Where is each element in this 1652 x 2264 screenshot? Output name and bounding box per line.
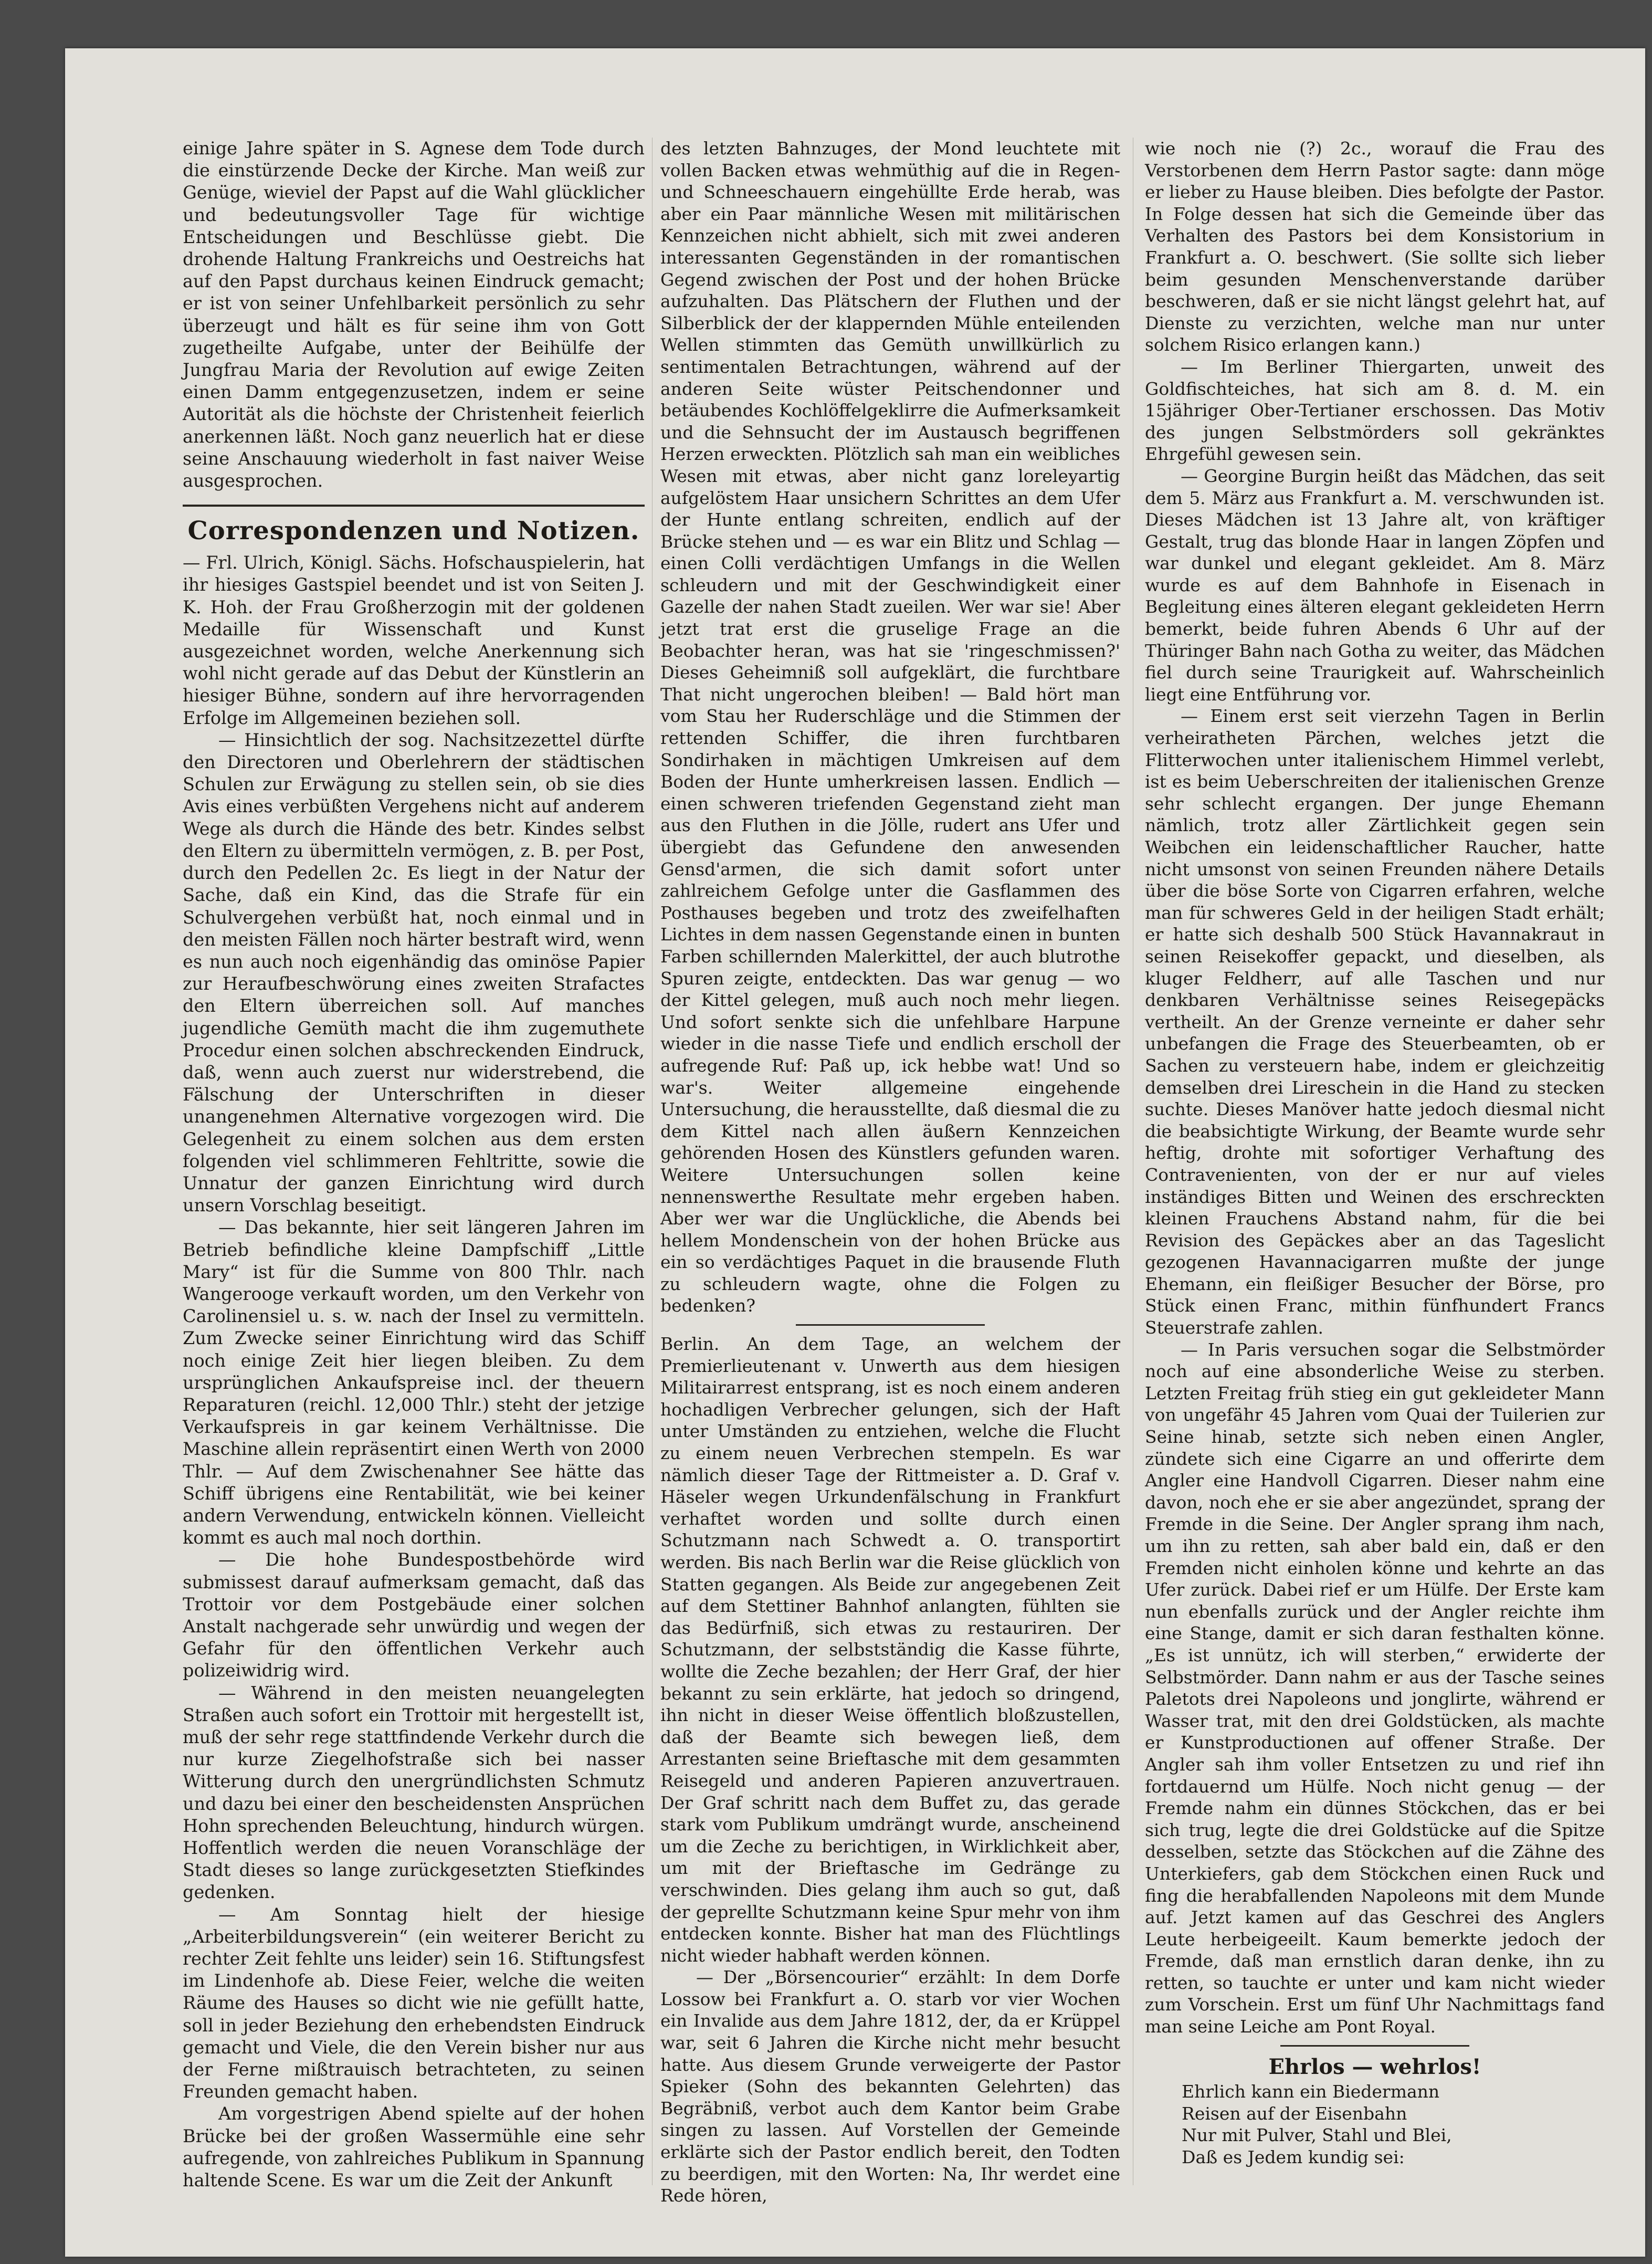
column-2 xyxy=(660,138,1120,2207)
article-paragraph: des letzten Bahnzuges, der Mond leuchtete mit vollen Backen etwas wehmüthig auf die in Regen- und Schneeschauern eingehüllte Erde herab, was aber ein Paar männliche Wesen mit militärischen Kennzeichen nicht abhielt, sich mit zwei anderen interessanten Gegenständen in der romantischen Gegend zwischen der Post und der hohen Brücke aufzuhalten. Das Plätschern der Fluthen und der Silberblick der der klappernden Mühle enteilenden Wellen stimmten das Gemüth unwillkürlich zu sentimentalen Betrachtungen, während auf der anderen Seite wüster Peitschendonner und betäubendes Kochlöffelgeklirre die Aufmerksamkeit und die Sehnsucht der im Austausch begriffenen Herzen erweckten. Plötzlich sah man ein weibliches Wesen mit etwas, aber nicht ganz loreleyartig aufgelöstem Haar unsichern Schrittes an dem Ufer der Hunte entlang schreiten, endlich auf der Brücke stehen und — es war ein Blitz und Schlag — einen Colli verdächtigen Umfangs in die Wellen schleudern und mit der Geschwindigkeit einer Gazelle der nahen Stadt zueilen. Wer war sie! Aber jetzt trat erst die gruselige Frage an die Beobachter heran, was hat sie 'ringeschmissen?' Dieses Geheimniß soll aufgeklärt, die furchtbare That nicht ungerochen bleiben! — Bald hört man vom Stau her Ruderschläge und die Stimmen der rettenden Schiffer, die ihren furchtbaren Sondirhaken in mächtigen Umkreisen auf dem Boden der Hunte umherkreisen lassen. Endlich — einen schweren triefenden Gegenstand zieht man aus den Fluthen in die Jölle, rudert ans Ufer und übergiebt das Gefundene den anwesenden Gensd'armen, die sich damit sofort unter zahlreichem Gefolge unter die Gasflammen des Posthauses begeben und trotz des zweifelhaften Lichtes in dem nassen Gegenstande einen in bunten Farben schillernden Malerkittel, der auch blutrothe Spuren zeigte, entdeckten. Das war genug — wo der Kittel gelegen, muß auch noch mehr liegen. Und sofort senkte sich die unfehlbare Harpune wieder in die nasse Tiefe und endlich erscholl der aufregende Ruf: Paß up, ick hebbe wat! Und so war's. Weiter allgemeine eingehende Untersuchung, die herausstellte, daß diesmal die zu dem Kittel nach allen äußern Kennzeichen gehörenden Hosen des Künstlers gefunden waren. Weitere Untersuchungen sollen keine nennenswerthe Resultate mehr ergeben haben. Aber wer war die Unglückliche, die Abends bei hellem Mondenschein von der hohen Brücke aus ein so verdächtiges Paquet in die brausende Fluth zu schleudern wagte, ohne die Folgen zu bedenken? xyxy=(660,138,1120,1316)
column-1 xyxy=(183,138,645,2192)
article-divider xyxy=(1280,2045,1469,2047)
article-paragraph: — Das bekannte, hier seit längeren Jahren im Betrieb befindliche kleine Dampfschiff „Little Mary“ ist für die Summe von 800 Thlr. nach Wangerooge verkauft worden, um den Verkehr von Carolinensiel u. s. w. nach der Insel zu vermitteln. Zum Zwecke seiner Einrichtung wird das Schiff noch einige Zeit hier liegen bleiben. Zu dem ursprünglichen Ankaufspreise incl. der theuern Reparaturen (reichl. 12,000 Thlr.) steht der jetzige Verkaufspreis in gar keinem Verhältnisse. Die Maschine allein repräsentirt einen Werth von 2000 Thlr. — Auf dem Zwischenahner See hätte das Schiff übrigens eine Rentabilität, wie bei keiner andern Verwendung, entwickeln können. Vielleicht kommt es auch mal noch dorthin. xyxy=(183,1217,645,1548)
article-paragraph: — Frl. Ulrich, Königl. Sächs. Hofschauspielerin, hat ihr hiesiges Gastspiel beendet und ist von Seiten J. K. Hoh. der Frau Großherzogin mit der goldenen Medaille für Wissenschaft und Kunst ausgezeichnet worden, welche Anerkennung sich wohl nicht gerade auf das Debut der Künstlerin an hiesiger Bühne, sondern auf ihre hervorragenden Erfolge im Allgemeinen beziehen soll. xyxy=(183,552,645,728)
article-paragraph: — Am Sonntag hielt der hiesige „Arbeiterbildungsverein“ (ein weiterer Bericht zu rechter Zeit fehlte uns leider) sein 16. Stiftungsfest im Lindenhofe ab. Diese Feier, welche die weiten Räume des Hauses so dicht wie nie gefüllt hatte, soll in jeder Beziehung den erhebendsten Eindruck gemacht und Viele, die den Verein bisher nur aus der Ferne mißtrauisch betrachteten, zu seinen Freunden gemacht haben. xyxy=(183,1904,645,2102)
section-divider xyxy=(183,505,645,507)
poem-line: Reisen auf der Eisenbahn xyxy=(1182,2103,1407,2124)
article-paragraph: einige Jahre später in S. Agnese dem Tode durch die einstürzende Decke der Kirche. Man weiß zur Genüge, wieviel der Papst auf die Wahl glücklicher und bedeutungsvoller Tage für wichtige Entscheidungen und Beschlüsse giebt. Die drohende Haltung Frankreichs und Oestreichs hat auf den Papst durchaus keinen Eindruck gemacht; er ist von seiner Unfehlbarkeit persönlich zu sehr überzeugt und hält es für seine ihm von Gott zugetheilte Aufgabe, unter der Beihülfe der Jungfrau Maria der Revolution auf ewige Zeiten einen Damm entgegenzusetzen, indem er seine Autorität als die höchste der Christenheit feierlich anerkennen läßt. Noch ganz neuerlich hat er diese seine Anschauung wiederholt in fast naiver Weise ausgesprochen. xyxy=(183,138,645,491)
newspaper-page xyxy=(65,48,1645,2257)
article-paragraph: — Einem erst seit vierzehn Tagen in Berlin verheiratheten Pärchen, welches jetzt die Flitterwochen unter italienischem Himmel verlebt, ist es beim Ueberschreiten der italienischen Grenze sehr schlecht ergangen. Der junge Ehemann nämlich, trotz aller Zärtlichkeit gegen sein Weibchen ein leidenschaftlicher Raucher, hatte nicht umsonst von seinen Freunden nähere Details über die böse Sorte von Cigarren erfahren, welche man für schweres Geld in der heiligen Stadt erhält; er hatte sich deshalb 500 Stück Havannakraut in seinen Reisekoffer gepackt, und dieselben, als kluger Feldherr, auf alle Taschen und nur denkbaren Verhältnisse seines Reisegepäcks vertheilt. An der Grenze verneinte er daher sehr unbefangen die Frage des Steuerbeamten, ob er Sachen zu versteuern habe, indem er gleichzeitig demselben drei Lireschein in die Hand zu stecken suchte. Dieses Manöver hatte jedoch diesmal nicht die beabsichtigte Wirkung, der Beamte wurde sehr heftig, drohte mit sofortiger Verhaftung des Contravenienten, von der er nur auf vieles inständiges Bitten und Weinen des erschreckten kleinen Frauchens Abstand nahm, für die bei Revision des Gepäckes aber an das Tageslicht gezogenen Havannacigarren mußte der junge Ehemann, ein fleißiger Besucher der Börse, pro Stück einen Franc, mithin fünfhundert Francs Steuerstrafe zahlen. xyxy=(1145,706,1605,1338)
article-paragraph: — Georgine Burgin heißt das Mädchen, das seit dem 5. März aus Frankfurt a. M. verschwunden ist. Dieses Mädchen ist 13 Jahre alt, von kräftiger Gestalt, trug das blonde Haar in langen Zöpfen und war dunkel und elegant gekleidet. Am 8. März wurde es auf dem Bahnhofe in Eisenach in Begleitung eines älteren elegant gekleideten Herrn bemerkt, beide fuhren Abends 6 Uhr auf der Thüringer Bahn nach Gotha zu weiter, das Mädchen fiel durch seine Traurigkeit auf. Wahrscheinlich liegt eine Entführung vor. xyxy=(1145,465,1605,705)
article-divider xyxy=(796,1324,985,1326)
article-paragraph: — Die hohe Bundespostbehörde wird submissest darauf aufmerksam gemacht, daß das Trottoir vor dem Postgebäude einer solchen Anstalt nachgerade sehr unwürdig und wegen der Gefahr für den öffentlichen Verkehr auch polizeiwidrig wird. xyxy=(183,1549,645,1681)
poem-line: Daß es Jedem kundig sei: xyxy=(1182,2147,1405,2168)
article-paragraph: — Während in den meisten neuangelegten Straßen auch sofort ein Trottoir mit hergestellt ist, muß der sehr rege stattfindende Verkehr durch die nur kurze Ziegelhofstraße sich bei nasser Witterung durch den unergründlichsten Schmutz und dazu bei einer den bescheidensten Ansprüchen Hohn sprechenden Beleuchtung, hindurch würgen. Hoffentlich werden die neuen Voranschläge der Stadt dieses so lange zurückgesetzten Stiefkindes gedenken. xyxy=(183,1682,645,1903)
article-paragraph: — Hinsichtlich der sog. Nachsitzezettel dürfte den Directoren und Oberlehrern der städtischen Schulen zur Erwägung zu stellen sein, ob sie dies Avis eines verbüßten Vergehens nicht auf anderem Wege als durch die Hände des betr. Kindes selbst den Eltern zu übermitteln vermögen, z. B. per Post, durch den Pedellen 2c. Es liegt in der Natur der Sache, daß ein Kind, das die Strafe für ein Schulvergehen verbüßt hat, noch einmal und in den meisten Fällen noch härter bestraft wird, wenn es nun auch noch eigenhändig das ominöse Papier zur Heraufbeschwörung eines zweiten Strafactes den Eltern überreichen soll. Auf manches jugendliche Gemüth macht die ihm zugemuthete Procedur einen solchen abschreckenden Eindruck, daß, wenn auch zuerst nur widerstrebend, die Fälschung der Unterschriften in dieser unangenehmen Alternative vorgezogen wird. Die Gelegenheit zu einem solchen aus dem ersten folgenden viel schlimmeren Fehltritte, sowie die Unnatur der ganzen Einrichtung wird durch unsern Vorschlag beseitigt. xyxy=(183,729,645,1216)
article-paragraph: Berlin. An dem Tage, an welchem der Premierlieutenant v. Unwerth aus dem hiesigen Militairarrest entsprang, ist es noch einem anderen hochadligen Verbrecher gelungen, sich der Haft unter Umständen zu entziehen, welche die Flucht zu einem neuen Verbrechen stempeln. Es war nämlich dieser Tage der Rittmeister a. D. Graf v. Häseler wegen Urkundenfälschung in Frankfurt verhaftet worden und sollte durch einen Schutzmann nach Schwedt a. O. transportirt werden. Bis nach Berlin war die Reise glücklich von Statten gegangen. Als Beide zur angegebenen Zeit auf dem Stettiner Bahnhof anlangten, fühlten sie das Bedürfniß, sich etwas zu restauriren. Der Schutzmann, der selbstständig die Kasse führte, wollte die Zeche bezahlen; der Herr Graf, der hier bekannt zu sein erklärte, hat jedoch so dringend, ihn nicht in dieser Weise öffentlich bloßzustellen, daß der Beamte sich bewegen ließ, dem Arrestanten seine Brieftasche mit dem gesammten Reisegeld und anderen Papieren anzuvertrauen. Der Graf schritt nach dem Buffet zu, das gerade stark vom Publikum umdrängt wurde, anscheinend um die Zeche zu berichtigen, in Wirklichkeit aber, um mit der Brieftasche im Gedränge zu verschwinden. Dies gelang ihm auch so gut, daß der geprellte Schutzmann keine Spur mehr von ihm entdecken konnte. Bisher hat man des Flüchtlings nicht wieder habhaft werden können. xyxy=(660,1334,1120,1966)
article-paragraph: — Im Berliner Thiergarten, unweit des Goldfischteiches, hat sich am 8. d. M. ein 15jähriger Ober-Tertianer erschossen. Das Motiv des jungen Selbstmörders soll gekränktes Ehrgefühl gewesen sein. xyxy=(1145,356,1605,465)
article-paragraph: — Der „Börsencourier“ erzählt: In dem Dorfe Lossow bei Frankfurt a. O. starb vor vier Wochen ein Invalide aus dem Jahre 1812, der, da er Krüppel war, seit 6 Jahren die Kirche nicht mehr besucht hatte. Aus diesem Grunde verweigerte der Pastor Spieker (Sohn des bekannten Gelehrten) das Begräbniß, verbot auch dem Kantor beim Grabe singen zu lassen. Auf Vorstellen der Gemeinde erklärte sich der Pastor endlich bereit, den Todten zu beerdigen, mit den Worten: Na, Ihr werdet eine Rede hören, xyxy=(660,1967,1120,2206)
article-paragraph: wie noch nie (?) 2c., worauf die Frau des Verstorbenen dem Herrn Pastor sagte: dann möge er lieber zu Hause bleiben. Dies befolgte der Pastor. In Folge dessen hat sich die Gemeinde über das Verhalten des Pastors bei dem Konsistorium in Frankfurt a. O. beschwert. (Sie sollte sich lieber beim gesunden Menschenverstande darüber beschweren, daß er sie nicht längst gelehrt hat, auf Dienste zu verzichten, welche man nur unter solchem Risico erlangen kann.) xyxy=(1145,138,1605,355)
section-heading: Correspondenzen und Notizen. xyxy=(187,516,640,546)
poem xyxy=(1145,2081,1605,2168)
column-3 xyxy=(1145,138,1605,2168)
article-paragraph: Am vorgestrigen Abend spielte auf der hohen Brücke bei der großen Wassermühle eine sehr aufregende, von zahlreiches Publikum in Spannung haltende Scene. Es war um die Zeit der Ankunft xyxy=(183,2103,645,2191)
poem-line: Ehrlich kann ein Biedermann xyxy=(1182,2081,1440,2102)
article-paragraph: — In Paris versuchen sogar die Selbstmörder noch auf eine absonderliche Weise zu sterben. Letzten Freitag früh stieg ein gut gekleideter Mann von ungefähr 45 Jahren vom Quai der Tuilerien zur Seine hinab, setzte sich neben einen Angler, zündete sich eine Cigarre an und offerirte dem Angler eine Handvoll Cigarren. Dieser nahm eine davon, noch ehe er sie aber angezündet, sprang der Fremde in die Seine. Der Angler sprang ihm nach, um ihn zu retten, sah aber bald ein, daß er den Fremden nicht einholen könne und kehrte an das Ufer zurück. Dabei rief er um Hülfe. Der Erste kam nun ebenfalls zurück und der Angler reichte ihm eine Stange, damit er sich daran festhalten könne. „Es ist unnütz, ich will sterben,“ erwiderte der Selbstmörder. Dann nahm er aus der Tasche seines Paletots drei Napoleons und jonglirte, während er Wasser trat, mit den drei Goldstücken, als machte er Kunstproductionen auf offener Straße. Der Angler sah ihm voller Entsetzen zu und rief ihn fortdauernd um Hülfe. Noch nicht genug — der Fremde nahm ein dünnes Stöckchen, das er bei sich trug, legte die drei Goldstücke auf die Spitze desselben, setzte das Stöckchen auf die Zähne des Unterkiefers, gab dem Stöckchen einen Ruck und fing die herabfallenden Napoleons mit dem Munde auf. Jetzt kamen auf das Geschrei des Anglers Leute herbeigeeilt. Kaum bemerkte jedoch der Fremde, daß man ernstlich daran denke, ihn zu retten, so tauchte er unter und kam nicht wieder zum Vorschein. Erst um fünf Uhr Nachmittags fand man seine Leiche am Pont Royal. xyxy=(1145,1339,1605,2037)
poem-title: Ehrlos — wehrlos! xyxy=(1268,2054,1481,2079)
poem-line: Nur mit Pulver, Stahl und Blei, xyxy=(1182,2125,1452,2146)
column-separator xyxy=(652,138,653,2185)
